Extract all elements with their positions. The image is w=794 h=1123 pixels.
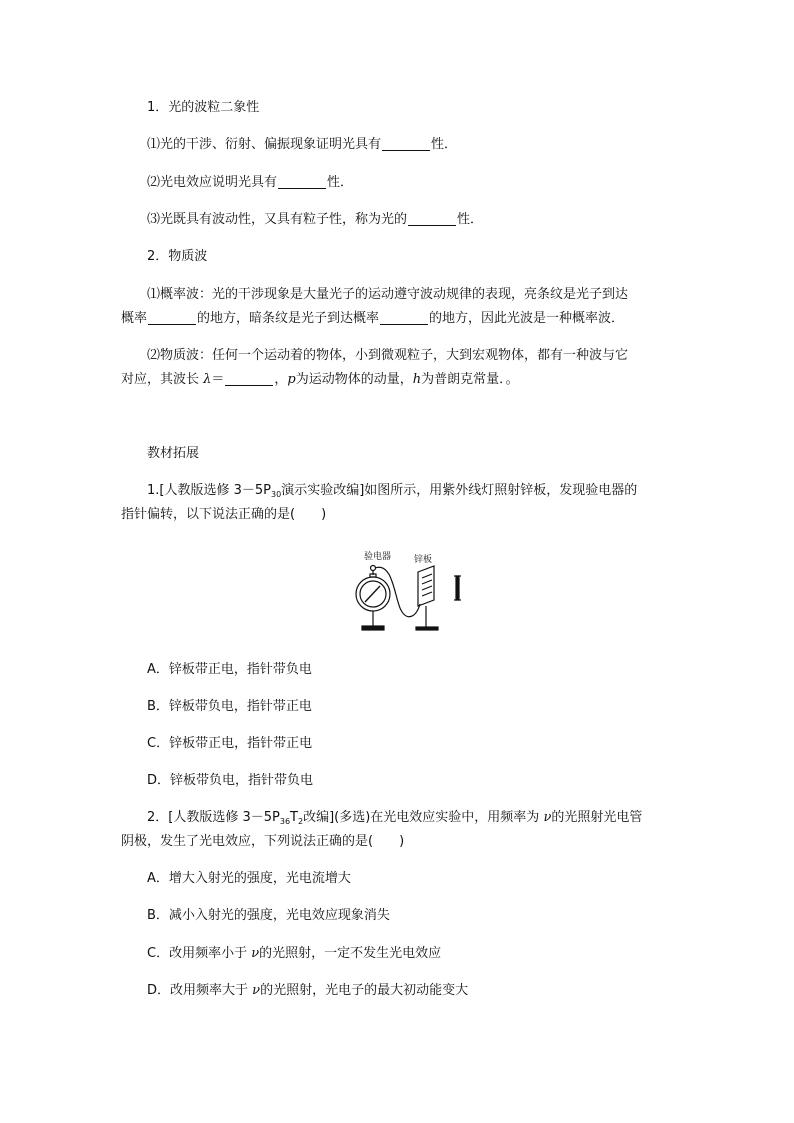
q2-text: D．改用频率大于 [147,983,253,998]
q2-line1 [147,808,642,832]
section2-text: 概率 [121,311,148,326]
section1-item3 [147,210,483,230]
q2-text: C．改用频率小于 [147,946,252,961]
section2-item1-line2 [121,309,624,329]
q2-text: 的光照射，一定不发生光电效应 [259,946,442,961]
q1-option-b: B．锌板带负电，指针带正电 [147,699,312,714]
section1-item2-text: ⑵光电效应说明光具有 [147,175,278,190]
q2-t-sub: 2 [298,817,304,826]
lambda-symbol: λ [203,372,212,387]
section2-text: 的地方，暗条纹是光子到达概率 [197,311,380,326]
nu-symbol: ν [543,810,552,825]
answer-blank [382,136,430,151]
q1-option-d: D．锌板带负电，指针带负电 [147,773,314,788]
q2-text: 改编](多选)在光电效应实验中，用频率为 [303,810,544,825]
h-symbol: h [412,372,422,387]
electroscope-drawing [356,566,461,631]
section1-item1-tail: 性． [431,137,458,152]
q1-line1 [147,481,637,505]
electroscope-label: 验电器 [364,552,392,562]
section2-item2-line2 [121,370,519,390]
nu-symbol: ν [251,946,260,961]
section2-text: 为普朗克常量．。 [421,372,519,387]
q2-option-b: B．减小入射光的强度，光电效应现象消失 [147,908,390,923]
section2-text: ， [274,372,288,387]
section2-text: 的地方，因此光波是一种概率波． [429,311,625,326]
q2-text: T [290,810,298,825]
section2-text: 对应，其波长 [121,372,204,387]
q2-text: 的光照射光电管 [551,810,643,825]
zinc-plate-label: 锌板 [414,555,433,565]
q2-option-d [147,981,468,1001]
answer-blank [278,174,326,189]
section2-text: ＝ [211,372,225,387]
section1-item2-tail: 性． [327,175,354,190]
q1-page-sub: 30 [271,490,282,499]
section2-item2-line1: ⑵物质波：任何一个运动着的物体，小到微观粒子，大到宏观物体，都有一种波与它 [147,348,629,363]
p-symbol: p [287,372,296,387]
section1-item3-text: ⑶光既具有波动性，又具有粒子性，称为光的 [147,212,408,227]
section2-text: 为运动物体的动量， [295,372,413,387]
section2-item1-line1: ⑴概率波：光的干涉现象是大量光子的运动遵守波动规律的表现，亮条纹是光子到达 [147,287,629,302]
q1-option-a: A．锌板带正电，指针带负电 [147,662,312,677]
q2-page-sub: 36 [279,817,291,826]
section1-item2 [147,173,353,193]
answer-blank [225,371,273,386]
section2-heading: 2．物质波 [147,249,208,264]
q1-option-c: C．锌板带正电，指针带正电 [147,736,313,751]
section1-item1-text: ⑴光的干涉、衍射、偏振现象证明光具有 [147,137,382,152]
section1-heading: 1．光的波粒二象性 [147,100,260,115]
q1-text: 演示实验改编]如图所示，用紫外线灯照射锌板，发现验电器的 [281,483,638,498]
extension-heading: 教材拓展 [147,446,200,461]
nu-symbol: ν [252,983,261,998]
section1-item3-tail: 性． [457,212,484,227]
q2-text: 2．[人教版选修 3－5P [147,810,280,825]
electroscope-figure [352,548,474,634]
q1-text: 1.[人教版选修 3－5P [147,483,271,498]
q2-line2: 阴极，发生了光电效应，下列说法正确的是( ) [121,834,405,849]
section1-item1 [147,135,457,155]
answer-blank [148,310,196,325]
q1-line2: 指针偏转，以下说法正确的是( ) [121,507,327,522]
answer-blank [408,211,456,226]
q2-text: 的光照射，光电子的最大初动能变大 [260,983,469,998]
answer-blank [380,310,428,325]
q2-option-c [147,944,441,964]
q2-option-a: A．增大入射光的强度，光电流增大 [147,871,351,886]
